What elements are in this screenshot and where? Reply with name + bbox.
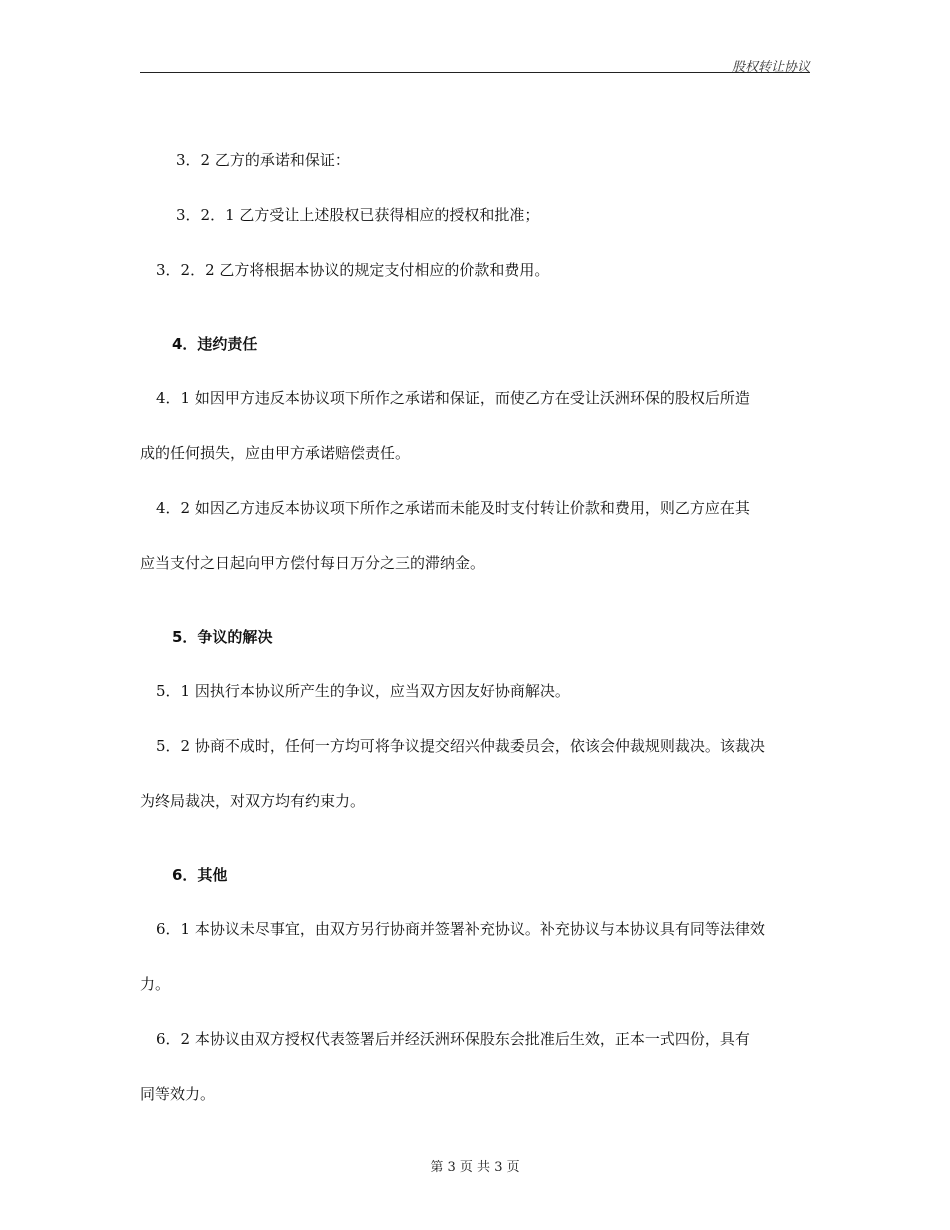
- clause-5-2-line-2: 为终局裁决，对双方均有约束力。: [140, 792, 366, 810]
- section-heading-6: 6．其他: [172, 866, 228, 884]
- page-footer: [0, 1156, 950, 1175]
- header-divider: [140, 72, 810, 73]
- clause-6-1-line-2: 力。: [140, 975, 171, 993]
- clause-4-2-line-1: 4．2 如因乙方违反本协议项下所作之承诺而未能及时支付转让价款和费用，则乙方应在其: [156, 499, 750, 517]
- page-number: 第 3 页 共 3 页: [430, 1160, 520, 1175]
- clause-4-2-line-2: 应当支付之日起向甲方偿付每日万分之三的滞纳金。: [140, 554, 486, 572]
- header-title: 股权转让协议: [731, 60, 810, 75]
- section-heading-4: 4．违约责任: [172, 335, 258, 353]
- clause-6-1-line-1: 6．1 本协议未尽事宜，由双方另行协商并签署补充协议。补充协议与本协议具有同等法律效: [156, 920, 765, 938]
- clause-6-2-line-2: 同等效力。: [140, 1085, 216, 1103]
- clause-4-1-line-1: 4．1 如因甲方违反本协议项下所作之承诺和保证，而使乙方在受让沃洲环保的股权后所造: [156, 389, 750, 407]
- clause-6-2-line-1: 6．2 本协议由双方授权代表签署后并经沃洲环保股东会批准后生效，正本一式四份，具有: [156, 1030, 750, 1048]
- clause-5-2-line-1: 5．2 协商不成时，任何一方均可将争议提交绍兴仲裁委员会，依该会仲裁规则裁决。该裁决: [156, 737, 765, 755]
- clause-4-1-line-2: 成的任何损失，应由甲方承诺赔偿责任。: [140, 444, 411, 462]
- clause-5-1: 5．1 因执行本协议所产生的争议，应当双方因友好协商解决。: [156, 682, 570, 700]
- section-heading-5: 5．争议的解决: [172, 628, 273, 646]
- clause-3-2: 3．2 乙方的承诺和保证：: [176, 151, 350, 169]
- clause-3-2-1: 3．2．1 乙方受让上述股权已获得相应的授权和批准；: [176, 206, 540, 224]
- clause-3-2-2: 3．2．2 乙方将根据本协议的规定支付相应的价款和费用。: [156, 261, 550, 279]
